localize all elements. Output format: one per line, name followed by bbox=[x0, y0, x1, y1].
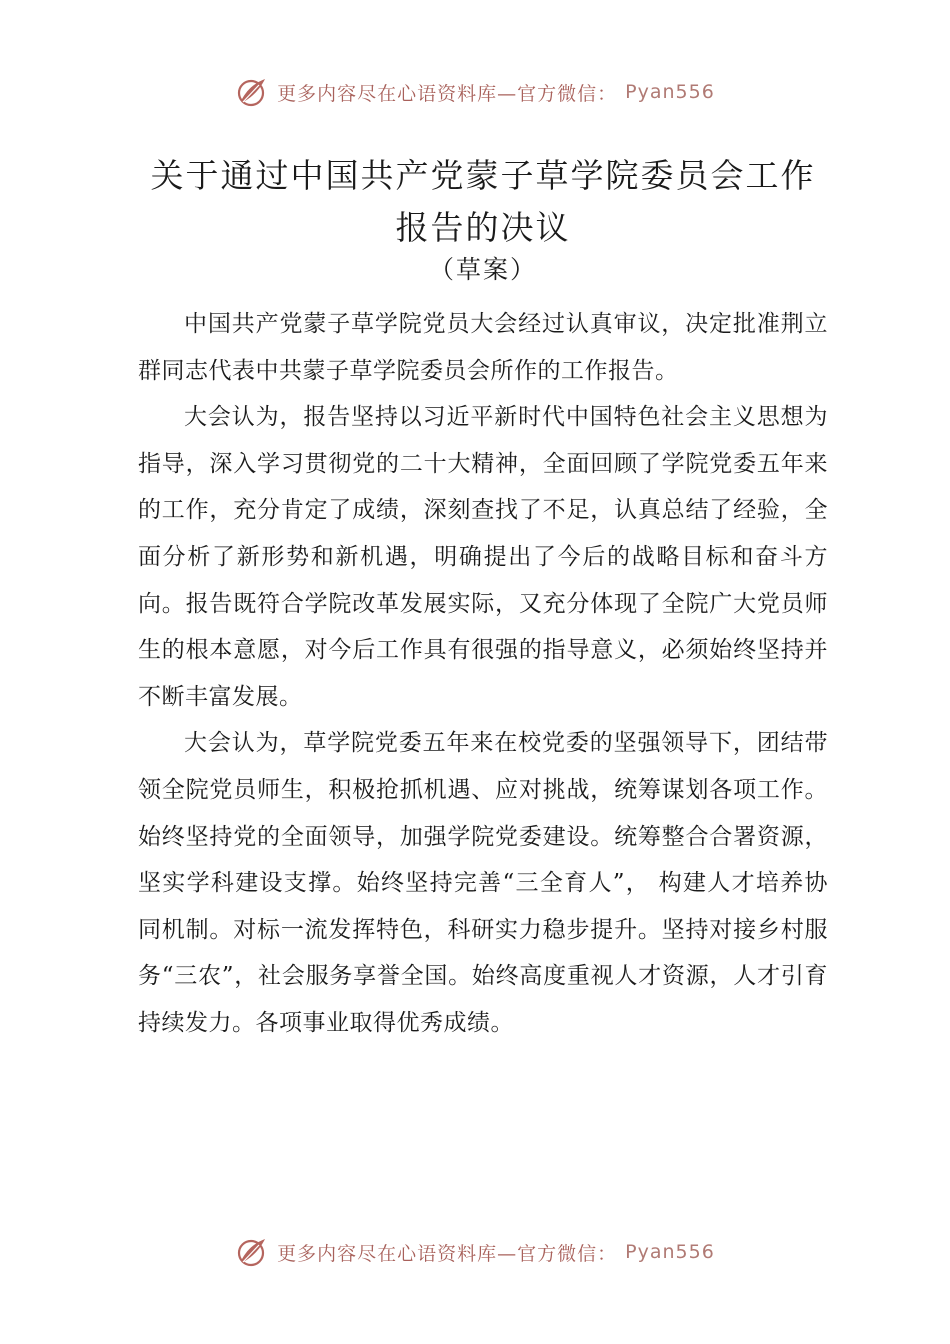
paragraph: 大会认为，草学院党委五年来在校党委的坚强领导下，团结带领全院党员师生，积极抢抓机遇、应对挑战，统筹谋划各项工作。始终坚持党的全面领导，加强学院党委建设。统筹整合合署资源，坚实学科建设支撑。始终坚持完善“三全育人”， 构建人才培养协同机制。对标一流发挥特色，科研实力稳步提升。坚持对接乡村服务“三农”，社会服务享誉全国。始终高度重视人才资源，人才引育持续发力。各项事业取得优秀成绩。 bbox=[138, 730, 828, 1036]
watermark-wechat-id: Pyan556 bbox=[625, 81, 715, 103]
quill-leaf-icon bbox=[235, 1235, 269, 1269]
paragraph: 大会认为，报告坚持以习近平新时代中国特色社会主义思想为指导，深入学习贯彻党的二十大精神，全面回顾了学院党委五年来的工作，充分肯定了成绩，深刻查找了不足，认真总结了经验，全面分析了新形势和新机遇，明确提出了今后的战略目标和奋斗方向。报告既符合学院改革发展实际，又充分体现了全院广大党员师生的根本意愿，对今后工作具有很强的指导意义，必须始终坚持并不断丰富发展。 bbox=[138, 404, 828, 710]
watermark-text: 更多内容尽在心语资料库—官方微信： bbox=[277, 1242, 618, 1265]
document-body bbox=[138, 301, 828, 1047]
document-title: 关于通过中国共产党蒙子草学院委员会工作报告的决议 bbox=[150, 156, 816, 247]
watermark-text: 更多内容尽在心语资料库—官方微信： bbox=[277, 82, 618, 105]
watermark-wechat-id: Pyan556 bbox=[625, 1241, 715, 1263]
quill-leaf-icon bbox=[235, 75, 269, 109]
footer-watermark bbox=[0, 1234, 950, 1270]
header-watermark bbox=[0, 74, 950, 110]
document-subtitle: （草案） bbox=[428, 255, 537, 284]
paragraph: 中国共产党蒙子草学院党员大会经过认真审议，决定批准荆立群同志代表中共蒙子草学院委员会所作的工作报告。 bbox=[138, 311, 828, 384]
